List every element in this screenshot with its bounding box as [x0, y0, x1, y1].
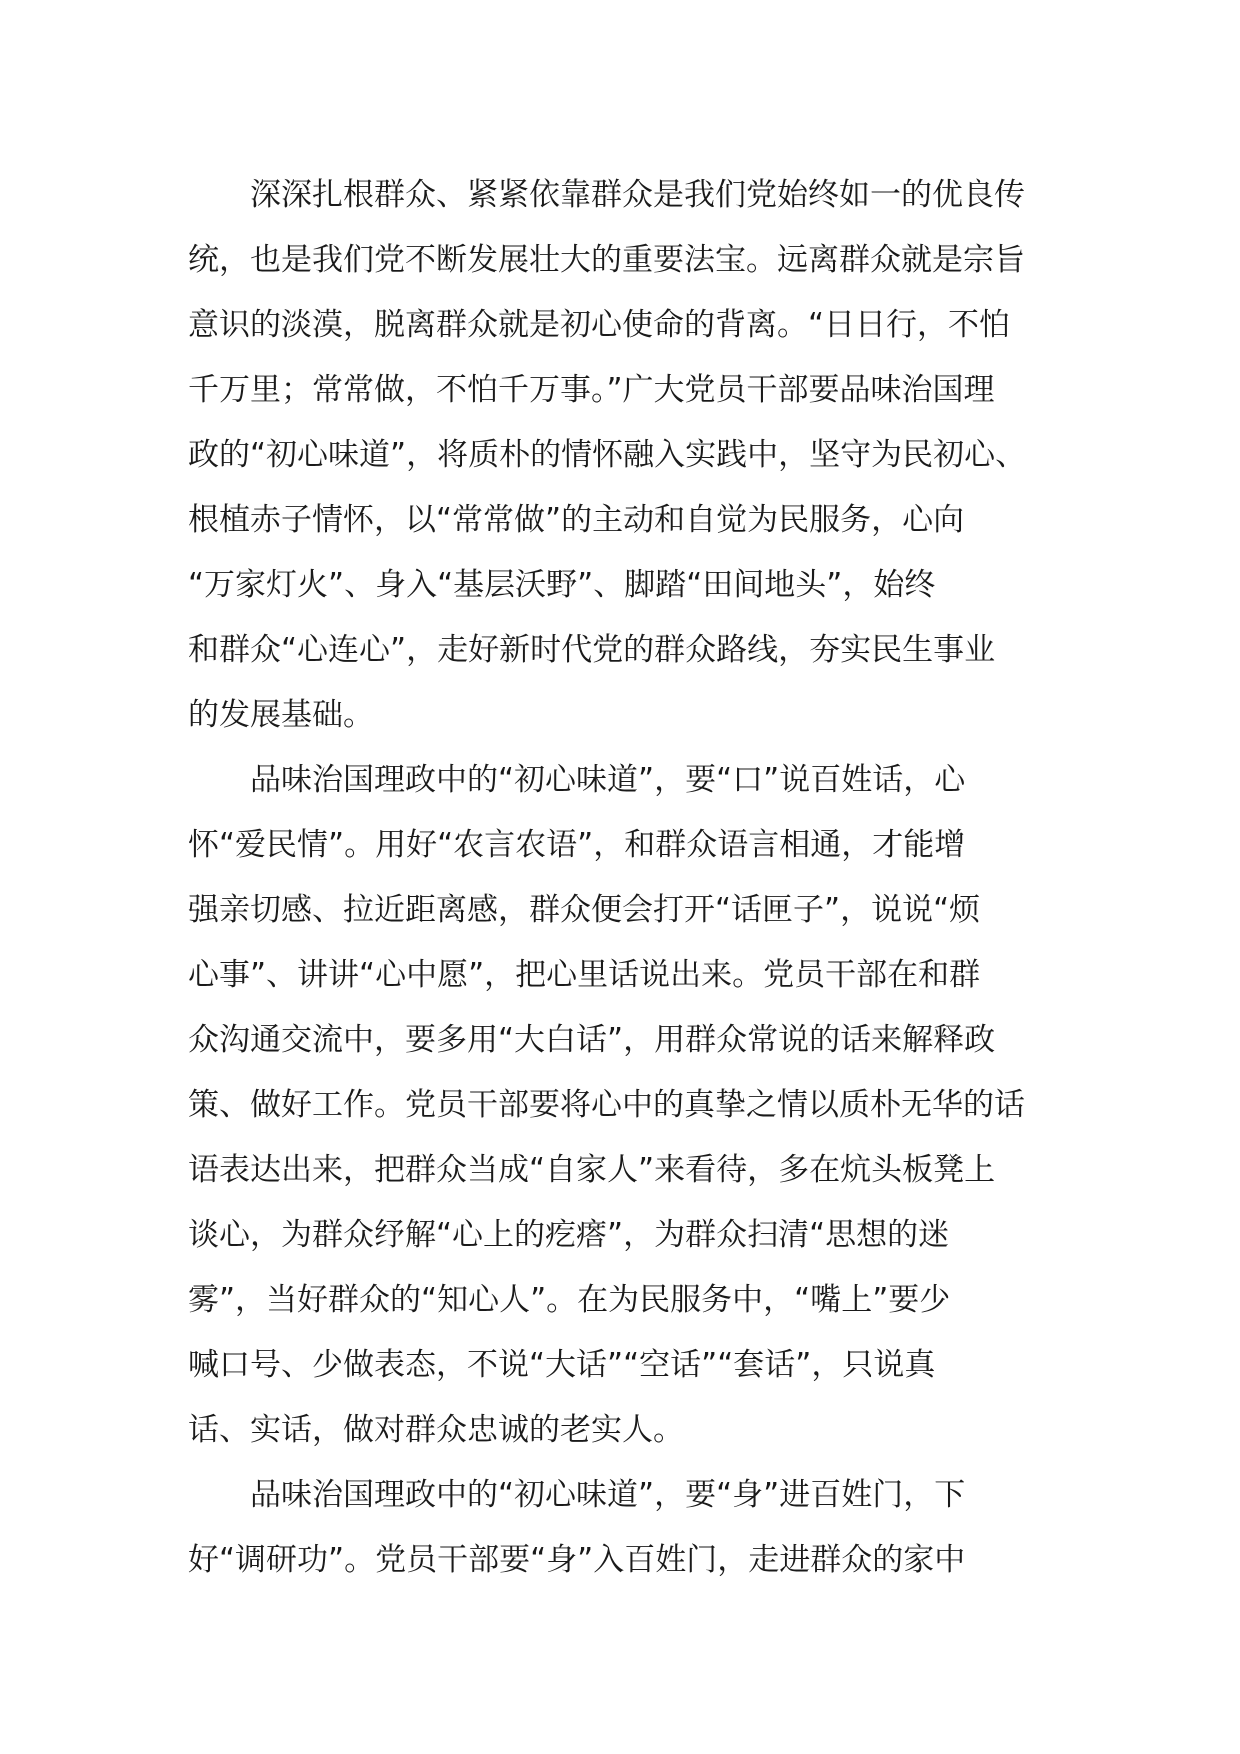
text-line: 深深扎根群众、紧紧依靠群众是我们党始终如一的优良传: [250, 177, 1025, 213]
paragraph-3: [188, 1463, 1068, 1593]
text-line: 怀“爱民情”。用好“农言农语”，和群众语言相通，才能增: [188, 827, 966, 863]
text-line: 意识的淡漠，脱离群众就是初心使命的背离。“日日行，不怕: [188, 307, 1011, 343]
text-line: 谈心，为群众纾解“心上的疙瘩”，为群众扫清“思想的迷: [188, 1217, 950, 1253]
text-line: 众沟通交流中，要多用“大白话”，用群众常说的话来解释政: [188, 1022, 996, 1058]
text-line: 品味治国理政中的“初心味道”，要“口”说百姓话，心: [250, 762, 966, 798]
text-line: 千万里；常常做，不怕千万事。”广大党员干部要品味治国理: [188, 372, 995, 408]
text-line: 策、做好工作。党员干部要将心中的真挚之情以质朴无华的话: [188, 1087, 1025, 1123]
paragraph-1: [188, 163, 1068, 748]
text-line: “万家灯火”、身入“基层沃野”、脚踏“田间地头”，始终: [188, 567, 936, 603]
text-line: 喊口号、少做表态，不说“大话”“空话”“套话”，只说真: [188, 1347, 936, 1383]
text-line: 统，也是我们党不断发展壮大的重要法宝。远离群众就是宗旨: [188, 242, 1025, 278]
text-line: 政的“初心味道”，将质朴的情怀融入实践中，坚守为民初心、: [188, 437, 1027, 473]
text-line: 心事”、讲讲“心中愿”，把心里话说出来。党员干部在和群: [188, 957, 981, 993]
text-line: 强亲切感、拉近距离感，群众便会打开“话匣子”，说说“烦: [188, 892, 981, 928]
text-line: 和群众“心连心”，走好新时代党的群众路线，夯实民生事业: [188, 632, 996, 668]
text-line: 根植赤子情怀，以“常常做”的主动和自觉为民服务，心向: [188, 502, 965, 538]
text-line: 品味治国理政中的“初心味道”，要“身”进百姓门，下: [250, 1477, 966, 1513]
text-line: 话、实话，做对群众忠诚的老实人。: [188, 1412, 684, 1448]
text-line: 语表达出来，把群众当成“自家人”来看待，多在炕头板凳上: [188, 1152, 996, 1188]
body-text: [188, 163, 1068, 1593]
paragraph-2: [188, 748, 1068, 1463]
text-line: 雾”，当好群众的“知心人”。在为民服务中，“嘴上”要少: [188, 1282, 951, 1318]
text-line: 的发展基础。: [188, 697, 374, 733]
text-line: 好“调研功”。党员干部要“身”入百姓门，走进群众的家中: [188, 1542, 966, 1578]
